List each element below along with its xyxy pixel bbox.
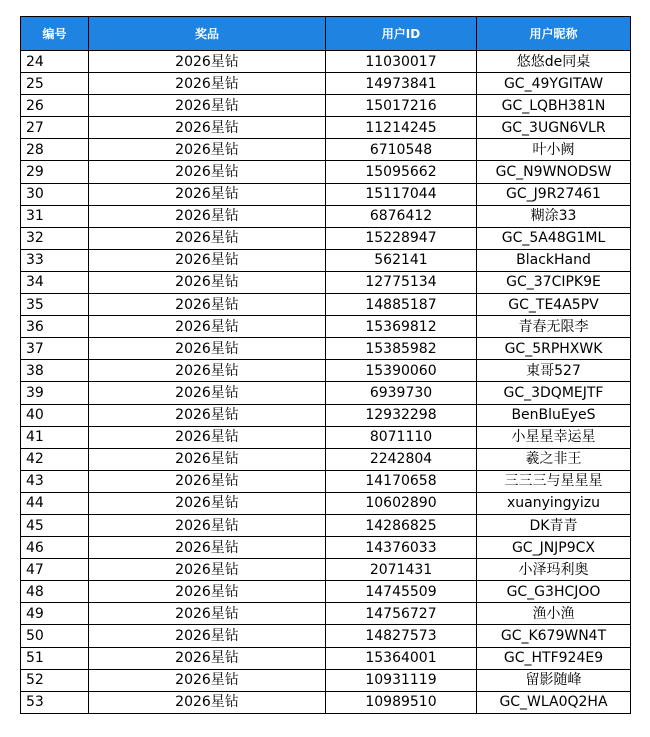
number-cell: 29 [21,161,89,183]
table-row [21,227,631,249]
table-row [21,294,631,316]
table-row [21,470,631,492]
user-id-cell: 14376033 [326,537,477,559]
table-row [21,117,631,139]
nickname-cell: 小星星幸运星 [477,426,631,448]
prize-cell: 2026星钻 [89,625,326,647]
nickname-cell: 渔小渔 [477,603,631,625]
user-id-cell: 15228947 [326,227,477,249]
number-cell: 53 [21,691,89,713]
user-id-cell: 10931119 [326,669,477,691]
number-cell: 33 [21,249,89,271]
user-id-cell: 8071110 [326,426,477,448]
table-row [21,382,631,404]
prize-cell: 2026星钻 [89,537,326,559]
number-cell: 24 [21,51,89,73]
table-row [21,559,631,581]
number-cell: 48 [21,581,89,603]
nickname-cell: BenBluEyeS [477,404,631,426]
nickname-cell: GC_5A48G1ML [477,227,631,249]
table-header [21,17,631,51]
table-row [21,404,631,426]
table-row [21,426,631,448]
nickname-cell: GC_3UGN6VLR [477,117,631,139]
nickname-cell: 小泽玛利奥 [477,559,631,581]
nickname-cell: BlackHand [477,249,631,271]
header-user-id: 用户ID [326,17,477,51]
user-id-cell: 10602890 [326,492,477,514]
user-id-cell: 15369812 [326,316,477,338]
prize-cell: 2026星钻 [89,227,326,249]
table-row [21,448,631,470]
user-id-cell: 14286825 [326,514,477,536]
user-id-cell: 562141 [326,249,477,271]
number-cell: 31 [21,205,89,227]
prize-cell: 2026星钻 [89,294,326,316]
number-cell: 35 [21,294,89,316]
user-id-cell: 12775134 [326,271,477,293]
header-number: 编号 [21,17,89,51]
user-id-cell: 14756727 [326,603,477,625]
table-row [21,316,631,338]
prize-cell: 2026星钻 [89,360,326,382]
table-row [21,691,631,713]
number-cell: 37 [21,338,89,360]
prize-cell: 2026星钻 [89,470,326,492]
nickname-cell: GC_49YGITAW [477,73,631,95]
user-id-cell: 6939730 [326,382,477,404]
user-id-cell: 11214245 [326,117,477,139]
nickname-cell: 青春无限李 [477,316,631,338]
nickname-cell: 糊涂33 [477,205,631,227]
table-row [21,360,631,382]
header-nickname: 用户昵称 [477,17,631,51]
table-row [21,139,631,161]
table-row [21,161,631,183]
nickname-cell: 叶小阙 [477,139,631,161]
user-id-cell: 15117044 [326,183,477,205]
prize-cell: 2026星钻 [89,205,326,227]
number-cell: 46 [21,537,89,559]
table-row [21,271,631,293]
nickname-cell: GC_N9WNODSW [477,161,631,183]
nickname-cell: DK青青 [477,514,631,536]
number-cell: 26 [21,95,89,117]
prize-cell: 2026星钻 [89,669,326,691]
user-id-cell: 11030017 [326,51,477,73]
number-cell: 45 [21,514,89,536]
number-cell: 25 [21,73,89,95]
table-row [21,205,631,227]
table-row [21,51,631,73]
nickname-cell: GC_WLA0Q2HA [477,691,631,713]
nickname-cell: 三三三与星星星 [477,470,631,492]
nickname-cell: GC_5RPHXWK [477,338,631,360]
number-cell: 51 [21,647,89,669]
table-body [21,51,631,714]
number-cell: 32 [21,227,89,249]
number-cell: 27 [21,117,89,139]
prize-cell: 2026星钻 [89,426,326,448]
user-id-cell: 15364001 [326,647,477,669]
user-id-cell: 15017216 [326,95,477,117]
prize-cell: 2026星钻 [89,603,326,625]
prize-cell: 2026星钻 [89,316,326,338]
user-id-cell: 14885187 [326,294,477,316]
prize-cell: 2026星钻 [89,691,326,713]
prize-cell: 2026星钻 [89,647,326,669]
prize-cell: 2026星钻 [89,448,326,470]
number-cell: 47 [21,559,89,581]
nickname-cell: 留影随峰 [477,669,631,691]
user-id-cell: 15385982 [326,338,477,360]
nickname-cell: GC_3DQMEJTF [477,382,631,404]
nickname-cell: 東哥527 [477,360,631,382]
prize-cell: 2026星钻 [89,514,326,536]
prize-cell: 2026星钻 [89,581,326,603]
table-row [21,669,631,691]
winners-table [20,16,631,714]
user-id-cell: 12932298 [326,404,477,426]
number-cell: 28 [21,139,89,161]
user-id-cell: 14745509 [326,581,477,603]
table-row [21,338,631,360]
number-cell: 34 [21,271,89,293]
user-id-cell: 15390060 [326,360,477,382]
table-row [21,537,631,559]
table-row [21,625,631,647]
prize-cell: 2026星钻 [89,382,326,404]
user-id-cell: 14170658 [326,470,477,492]
nickname-cell: GC_TE4A5PV [477,294,631,316]
table-row [21,183,631,205]
table-row [21,514,631,536]
nickname-cell: GC_K679WN4T [477,625,631,647]
prize-cell: 2026星钻 [89,51,326,73]
prize-cell: 2026星钻 [89,183,326,205]
nickname-cell: 羲之非王 [477,448,631,470]
user-id-cell: 10989510 [326,691,477,713]
prize-cell: 2026星钻 [89,271,326,293]
user-id-cell: 15095662 [326,161,477,183]
user-id-cell: 6710548 [326,139,477,161]
number-cell: 30 [21,183,89,205]
prize-cell: 2026星钻 [89,338,326,360]
table-row [21,492,631,514]
prize-cell: 2026星钻 [89,249,326,271]
number-cell: 50 [21,625,89,647]
prize-cell: 2026星钻 [89,492,326,514]
number-cell: 40 [21,404,89,426]
number-cell: 44 [21,492,89,514]
nickname-cell: GC_J9R27461 [477,183,631,205]
prize-cell: 2026星钻 [89,404,326,426]
user-id-cell: 2071431 [326,559,477,581]
number-cell: 38 [21,360,89,382]
nickname-cell: GC_37CIPK9E [477,271,631,293]
number-cell: 52 [21,669,89,691]
header-row [21,17,631,51]
nickname-cell: 悠悠de同桌 [477,51,631,73]
prize-cell: 2026星钻 [89,161,326,183]
table-row [21,249,631,271]
number-cell: 42 [21,448,89,470]
number-cell: 36 [21,316,89,338]
prize-cell: 2026星钻 [89,95,326,117]
table-row [21,647,631,669]
prize-cell: 2026星钻 [89,73,326,95]
nickname-cell: GC_LQBH381N [477,95,631,117]
prize-cell: 2026星钻 [89,139,326,161]
table-row [21,73,631,95]
prize-cell: 2026星钻 [89,117,326,139]
table-row [21,603,631,625]
number-cell: 49 [21,603,89,625]
user-id-cell: 2242804 [326,448,477,470]
nickname-cell: GC_JNJP9CX [477,537,631,559]
table-row [21,581,631,603]
number-cell: 39 [21,382,89,404]
nickname-cell: xuanyingyizu [477,492,631,514]
user-id-cell: 14973841 [326,73,477,95]
number-cell: 43 [21,470,89,492]
nickname-cell: GC_G3HCJOO [477,581,631,603]
prize-cell: 2026星钻 [89,559,326,581]
user-id-cell: 14827573 [326,625,477,647]
table-row [21,95,631,117]
user-id-cell: 6876412 [326,205,477,227]
header-prize: 奖品 [89,17,326,51]
number-cell: 41 [21,426,89,448]
nickname-cell: GC_HTF924E9 [477,647,631,669]
